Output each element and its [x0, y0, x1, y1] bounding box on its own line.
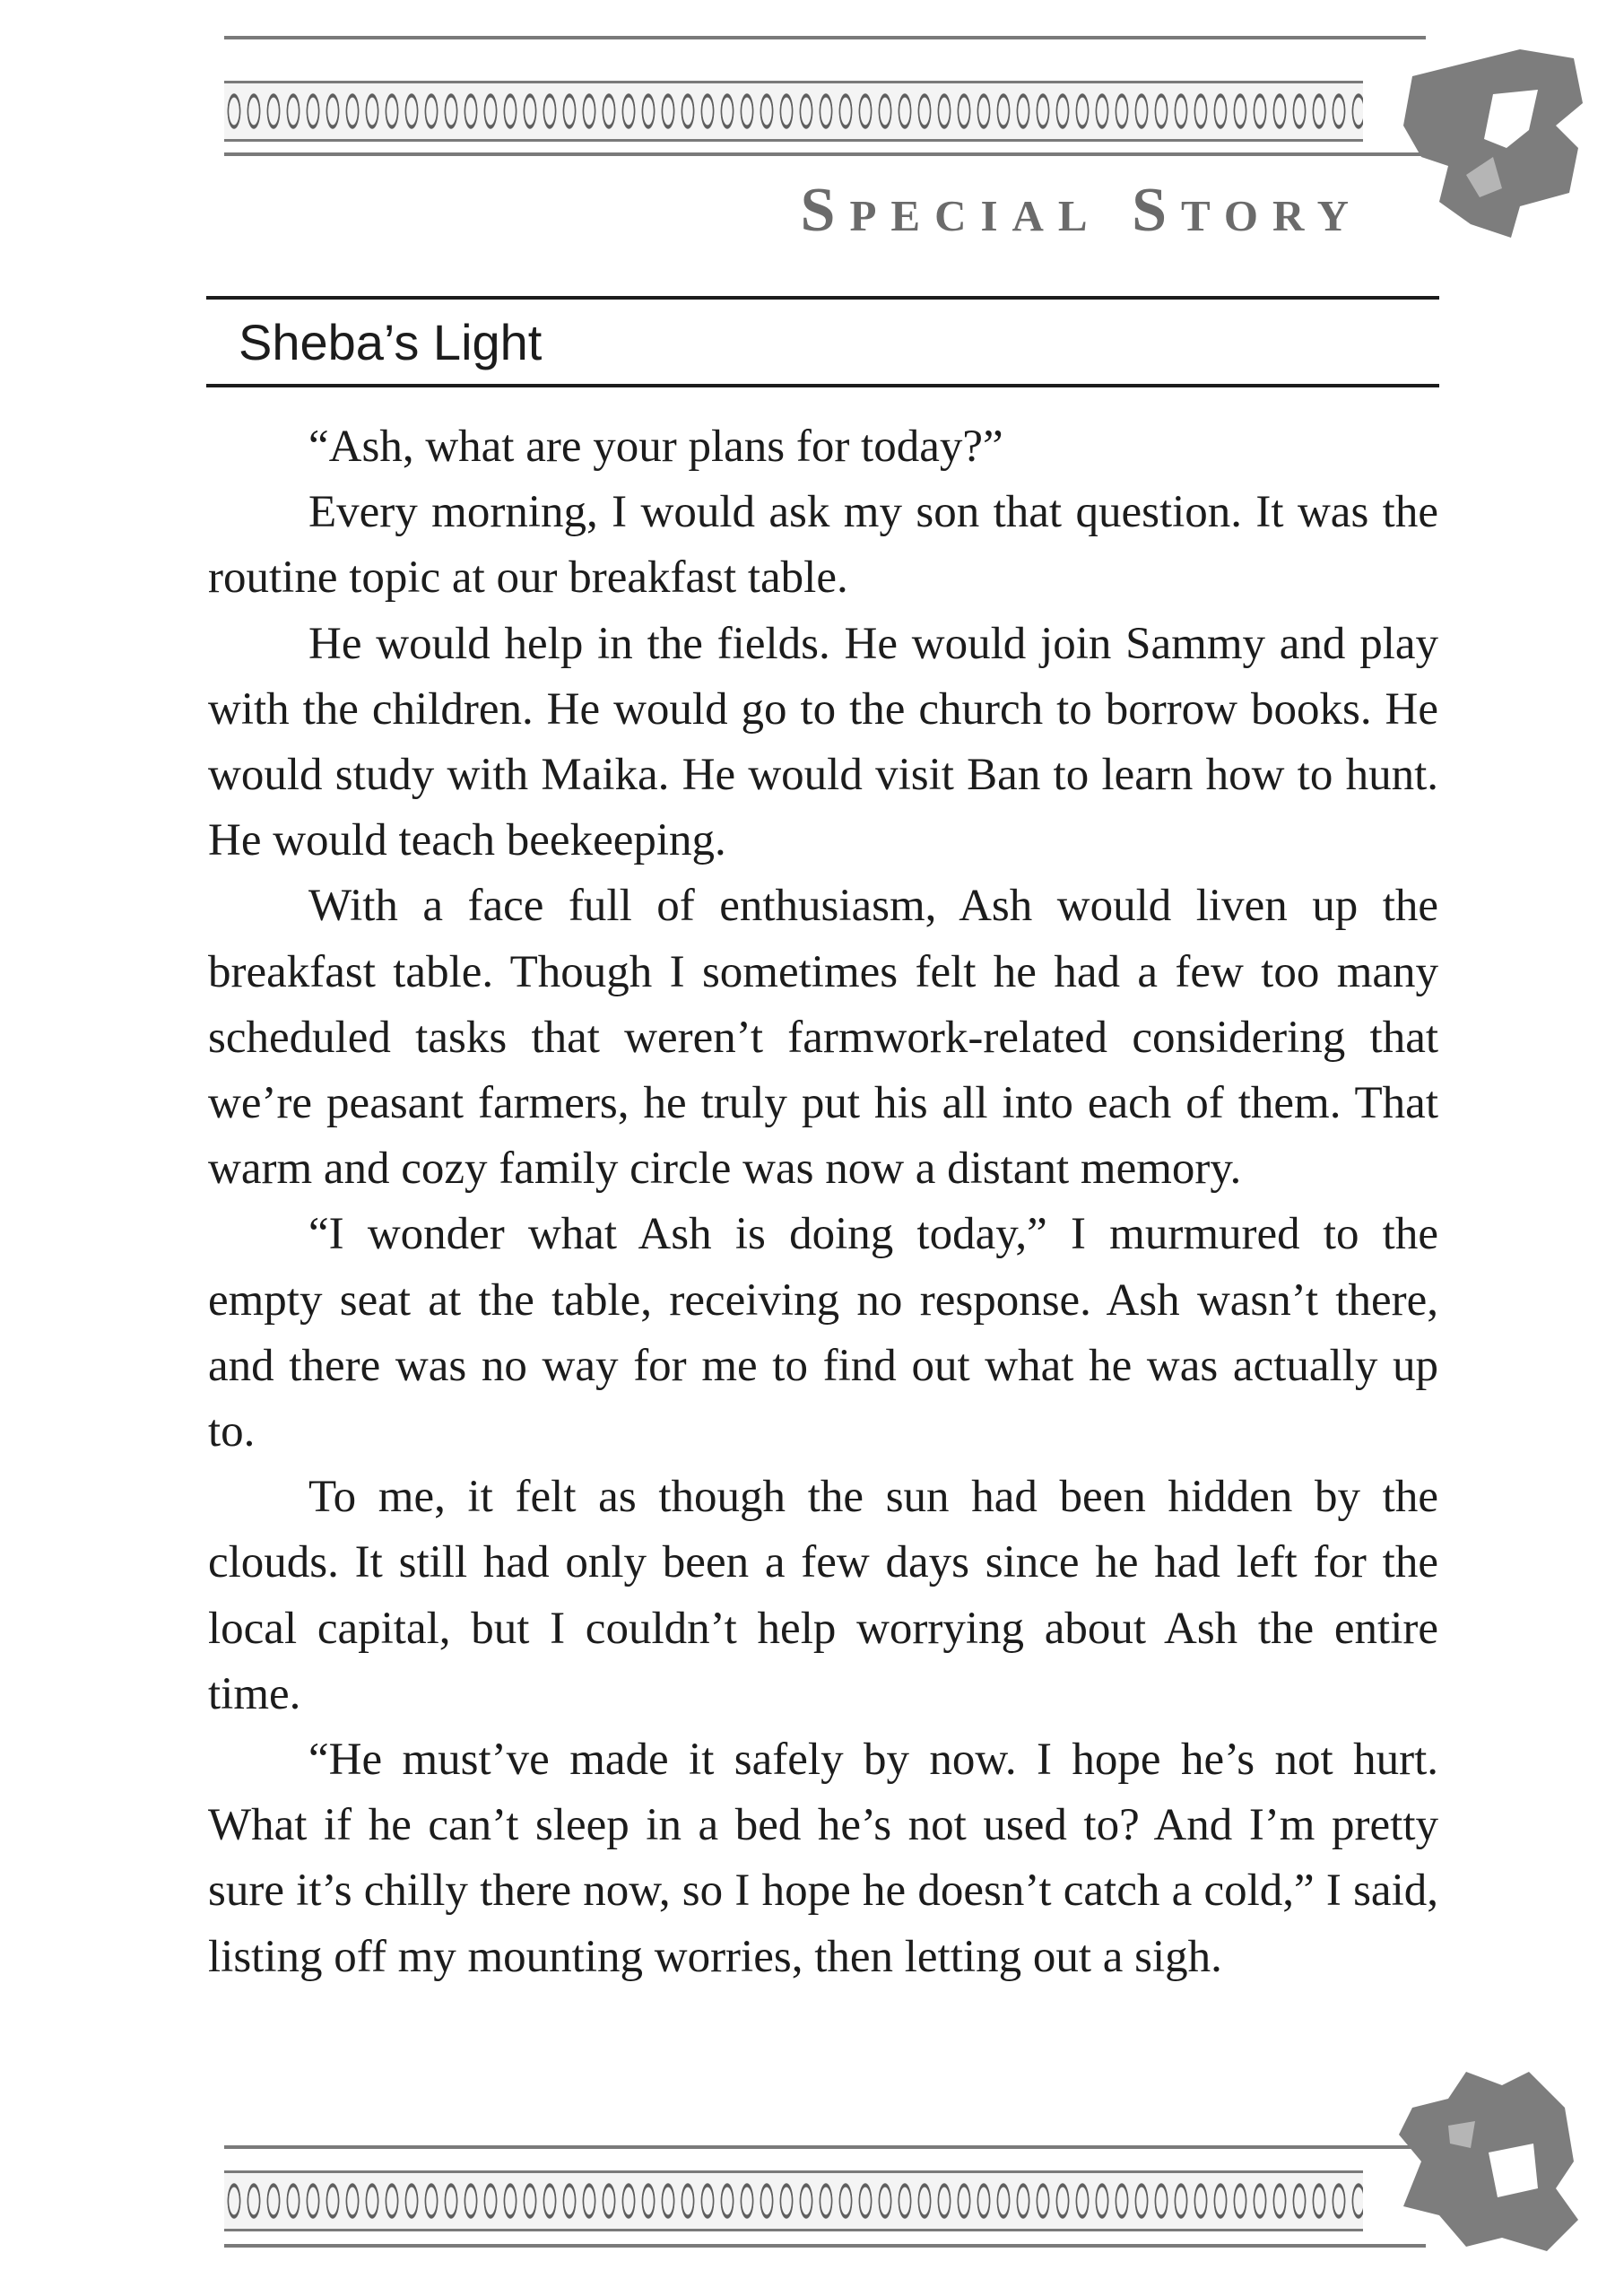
story-body — [208, 414, 1438, 1990]
bottom-rule-lower — [224, 2244, 1426, 2248]
puzzle-piece-icon — [1385, 2054, 1592, 2260]
bottom-ornament-band — [224, 2135, 1426, 2278]
section-label: Special Story — [800, 176, 1363, 245]
paragraph: To me, it felt as though the sun had been hidden by the clouds. It still had only been a few days since he had left for the local capital, but I couldn’t help worrying about Ash the entire time. — [208, 1472, 1438, 1719]
puzzle-piece-icon — [1385, 40, 1592, 247]
bottom-chain-pattern — [224, 2170, 1363, 2231]
top-rule-lower — [224, 152, 1426, 156]
chapter-heading — [206, 296, 1439, 387]
paragraph: “He must’ve made it safely by now. I hope he’s not hurt. What if he can’t sleep in a bed he’s not used to? And I’m pretty sure it’s chilly there now, so I hope he doesn’t catch a cold,” I said, listing off my mounting worries, then letting out a sigh. — [208, 1735, 1438, 1982]
chapter-title: Sheba’s Light — [239, 314, 543, 370]
paragraph: Every morning, I would ask my son that question. It was the routine topic at our breakfast table. — [208, 487, 1438, 604]
paragraph: “Ash, what are your plans for today?” — [308, 422, 1003, 472]
top-chain-pattern — [224, 81, 1363, 142]
paragraph: He would help in the fields. He would join Sammy and play with the children. He would go to the church to borrow books. He would study with Maika. He would visit Ban to learn how to hunt. He would teach beekeeping. — [208, 618, 1438, 866]
top-ornament-band — [224, 36, 1426, 179]
top-rule-upper — [224, 36, 1426, 39]
paragraph: “I wonder what Ash is doing today,” I murmured to the empty seat at the table, receiving no response. Ash wasn’t there, and there was no way for me to find out what he was actually up to. — [208, 1209, 1438, 1457]
bottom-rule-upper — [224, 2145, 1426, 2149]
paragraph: With a face full of enthusiasm, Ash would liven up the breakfast table. Though I sometimes felt he had a few too many scheduled tasks that weren’t farmwork-related considering that we’re peasant farmers, he truly put his all into each of them. That warm and cozy family circle was now a distant memory. — [208, 881, 1438, 1195]
